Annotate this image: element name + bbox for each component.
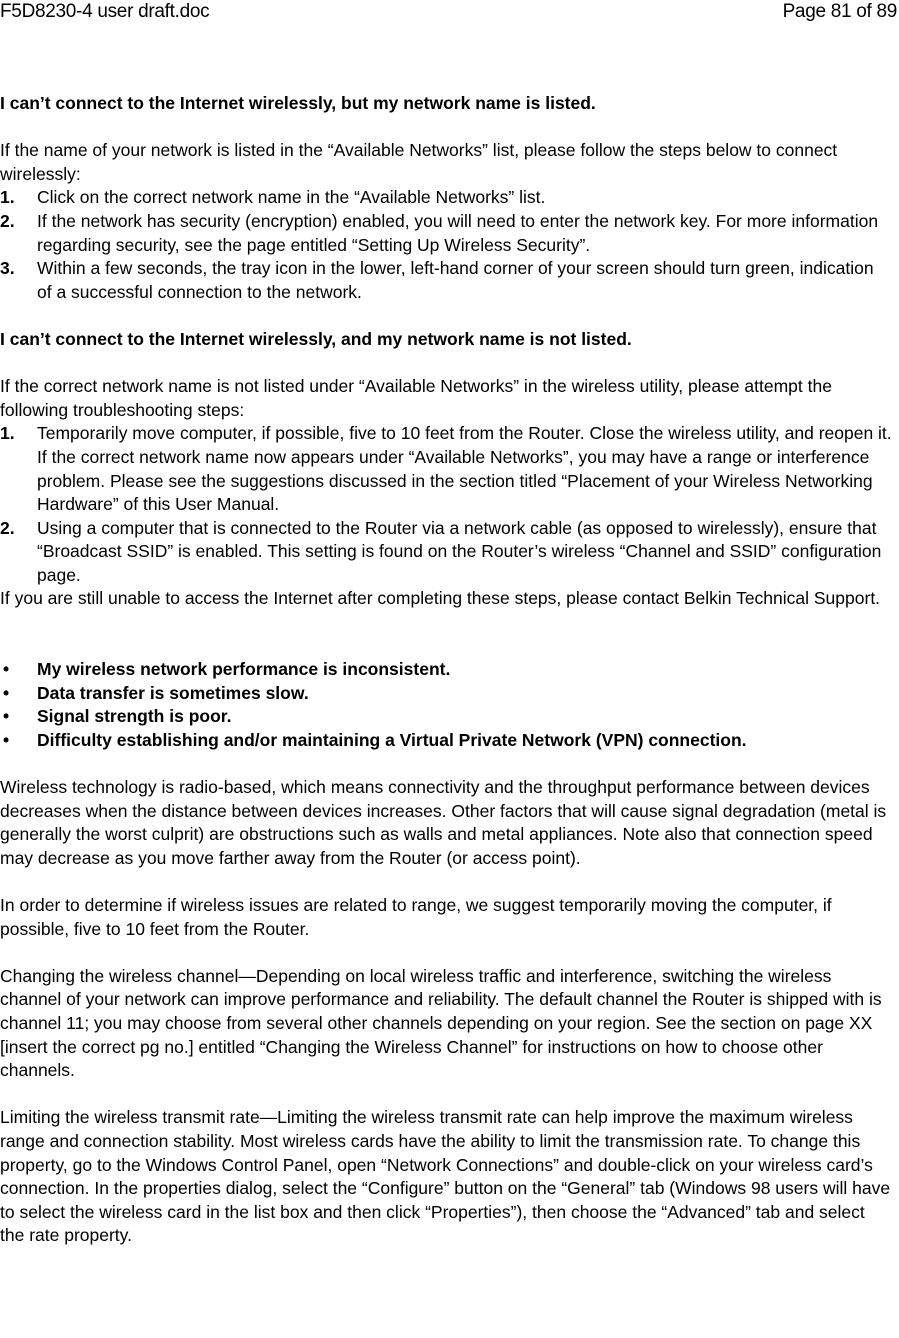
page-header (0, 0, 899, 26)
list-item (0, 210, 893, 257)
list-item (0, 517, 893, 588)
list-item (0, 186, 893, 210)
list-item-text: Signal strength is poor. (37, 706, 232, 727)
numbered-list (0, 422, 893, 587)
paragraph: If you are still unable to access the Internet after completing these steps, please contact Belkin Technical Support. (0, 588, 881, 609)
page-number: Page 81 of 89 (782, 1, 897, 22)
paragraph: Wireless technology is radio-based, which means connectivity and the throughput performance between devices decreases when the distance between devices increases. Other factors that will cause signal degradation (metal is generally the worst culprit) are obstructions such as walls and metal appliances. Note also that connection speed may decrease as you move farther away from the Router (or access point). (0, 777, 887, 868)
section-heading: I can’t connect to the Internet wirelessly, and my network name is not listed. (0, 328, 632, 349)
list-item (0, 729, 893, 753)
list-item-text: If the network has security (encryption) enabled, you will need to enter the network key. For more information regarding security, see the page entitled “Setting Up Wireless Security”. (37, 210, 879, 255)
list-item (0, 705, 893, 729)
paragraph: In order to determine if wireless issues are related to range, we suggest temporarily moving the computer, if possible, five to 10 feet from the Router. (0, 895, 832, 939)
bullet-icon: • (3, 659, 10, 680)
list-number: 1. (0, 423, 15, 444)
list-number: 1. (0, 187, 15, 208)
list-item-text: Using a computer that is connected to the Router via a network cable (as opposed to wirelessly), ensure that “Broadcast SSID” is enabled. This setting is found on the Router’s wireless “Channel and SSID” configuration page. (37, 517, 882, 585)
bullet-icon: • (3, 729, 10, 750)
list-item (0, 682, 893, 706)
list-item-text: My wireless network performance is inconsistent. (37, 659, 451, 680)
paragraph: If the correct network name is not listed under “Available Networks” in the wireless utility, please attempt the following troubleshooting steps: (0, 376, 832, 420)
list-item-text: Within a few seconds, the tray icon in the lower, left-hand corner of your screen should turn green, indication of a successful connection to the network. (37, 258, 874, 302)
list-item-text: Click on the correct network name in the “Available Networks” list. (37, 187, 546, 208)
bullet-list (0, 658, 893, 752)
list-item-text: Data transfer is sometimes slow. (37, 682, 309, 703)
document-filename: F5D8230-4 user draft.doc (0, 1, 210, 22)
list-number: 3. (0, 258, 15, 279)
document-body (0, 92, 893, 1248)
list-item (0, 658, 893, 682)
bullet-icon: • (3, 682, 10, 703)
list-item (0, 257, 893, 304)
list-item (0, 422, 893, 516)
paragraph: If the name of your network is listed in the “Available Networks” list, please follow the steps below to connect wirelessly: (0, 140, 838, 184)
list-number: 2. (0, 517, 15, 538)
bullet-icon: • (3, 706, 10, 727)
list-number: 2. (0, 210, 15, 231)
paragraph: Changing the wireless channel—Depending on local wireless traffic and interference, switching the wireless channel of your network can improve performance and reliability. The default channel the Router is shipped with is channel 11; you may choose from several other channels depending on your region. See the section on page XX [insert the correct pg no.] entitled “Changing the Wireless Channel” for instructions on how to choose other channels. (0, 965, 882, 1081)
numbered-list (0, 186, 893, 304)
section-heading: I can’t connect to the Internet wirelessly, but my network name is listed. (0, 93, 596, 113)
paragraph: Limiting the wireless transmit rate—Limiting the wireless transmit rate can help improve the maximum wireless range and connection stability. Most wireless cards have the ability to limit the transmission rate. To change this property, go to the Windows Control Panel, open “Network Connections” and double-click on your wireless card’s connection. In the properties dialog, select the “Configure” button on the “General” tab (Windows 98 users will have to select the wireless card in the list box and then click “Properties”), then choose the “Advanced” tab and select the rate property. (0, 1107, 891, 1246)
list-item-text: Temporarily move computer, if possible, five to 10 feet from the Router. Close the wireless utility, and reopen it. If the correct network name now appears under “Available Networks”, you may have a range or interference problem. Please see the suggestions discussed in the section titled “Placement of your Wireless Networking Hardware” of this User Manual. (37, 423, 892, 515)
list-item-text: Difficulty establishing and/or maintaining a Virtual Private Network (VPN) connection. (37, 729, 747, 750)
